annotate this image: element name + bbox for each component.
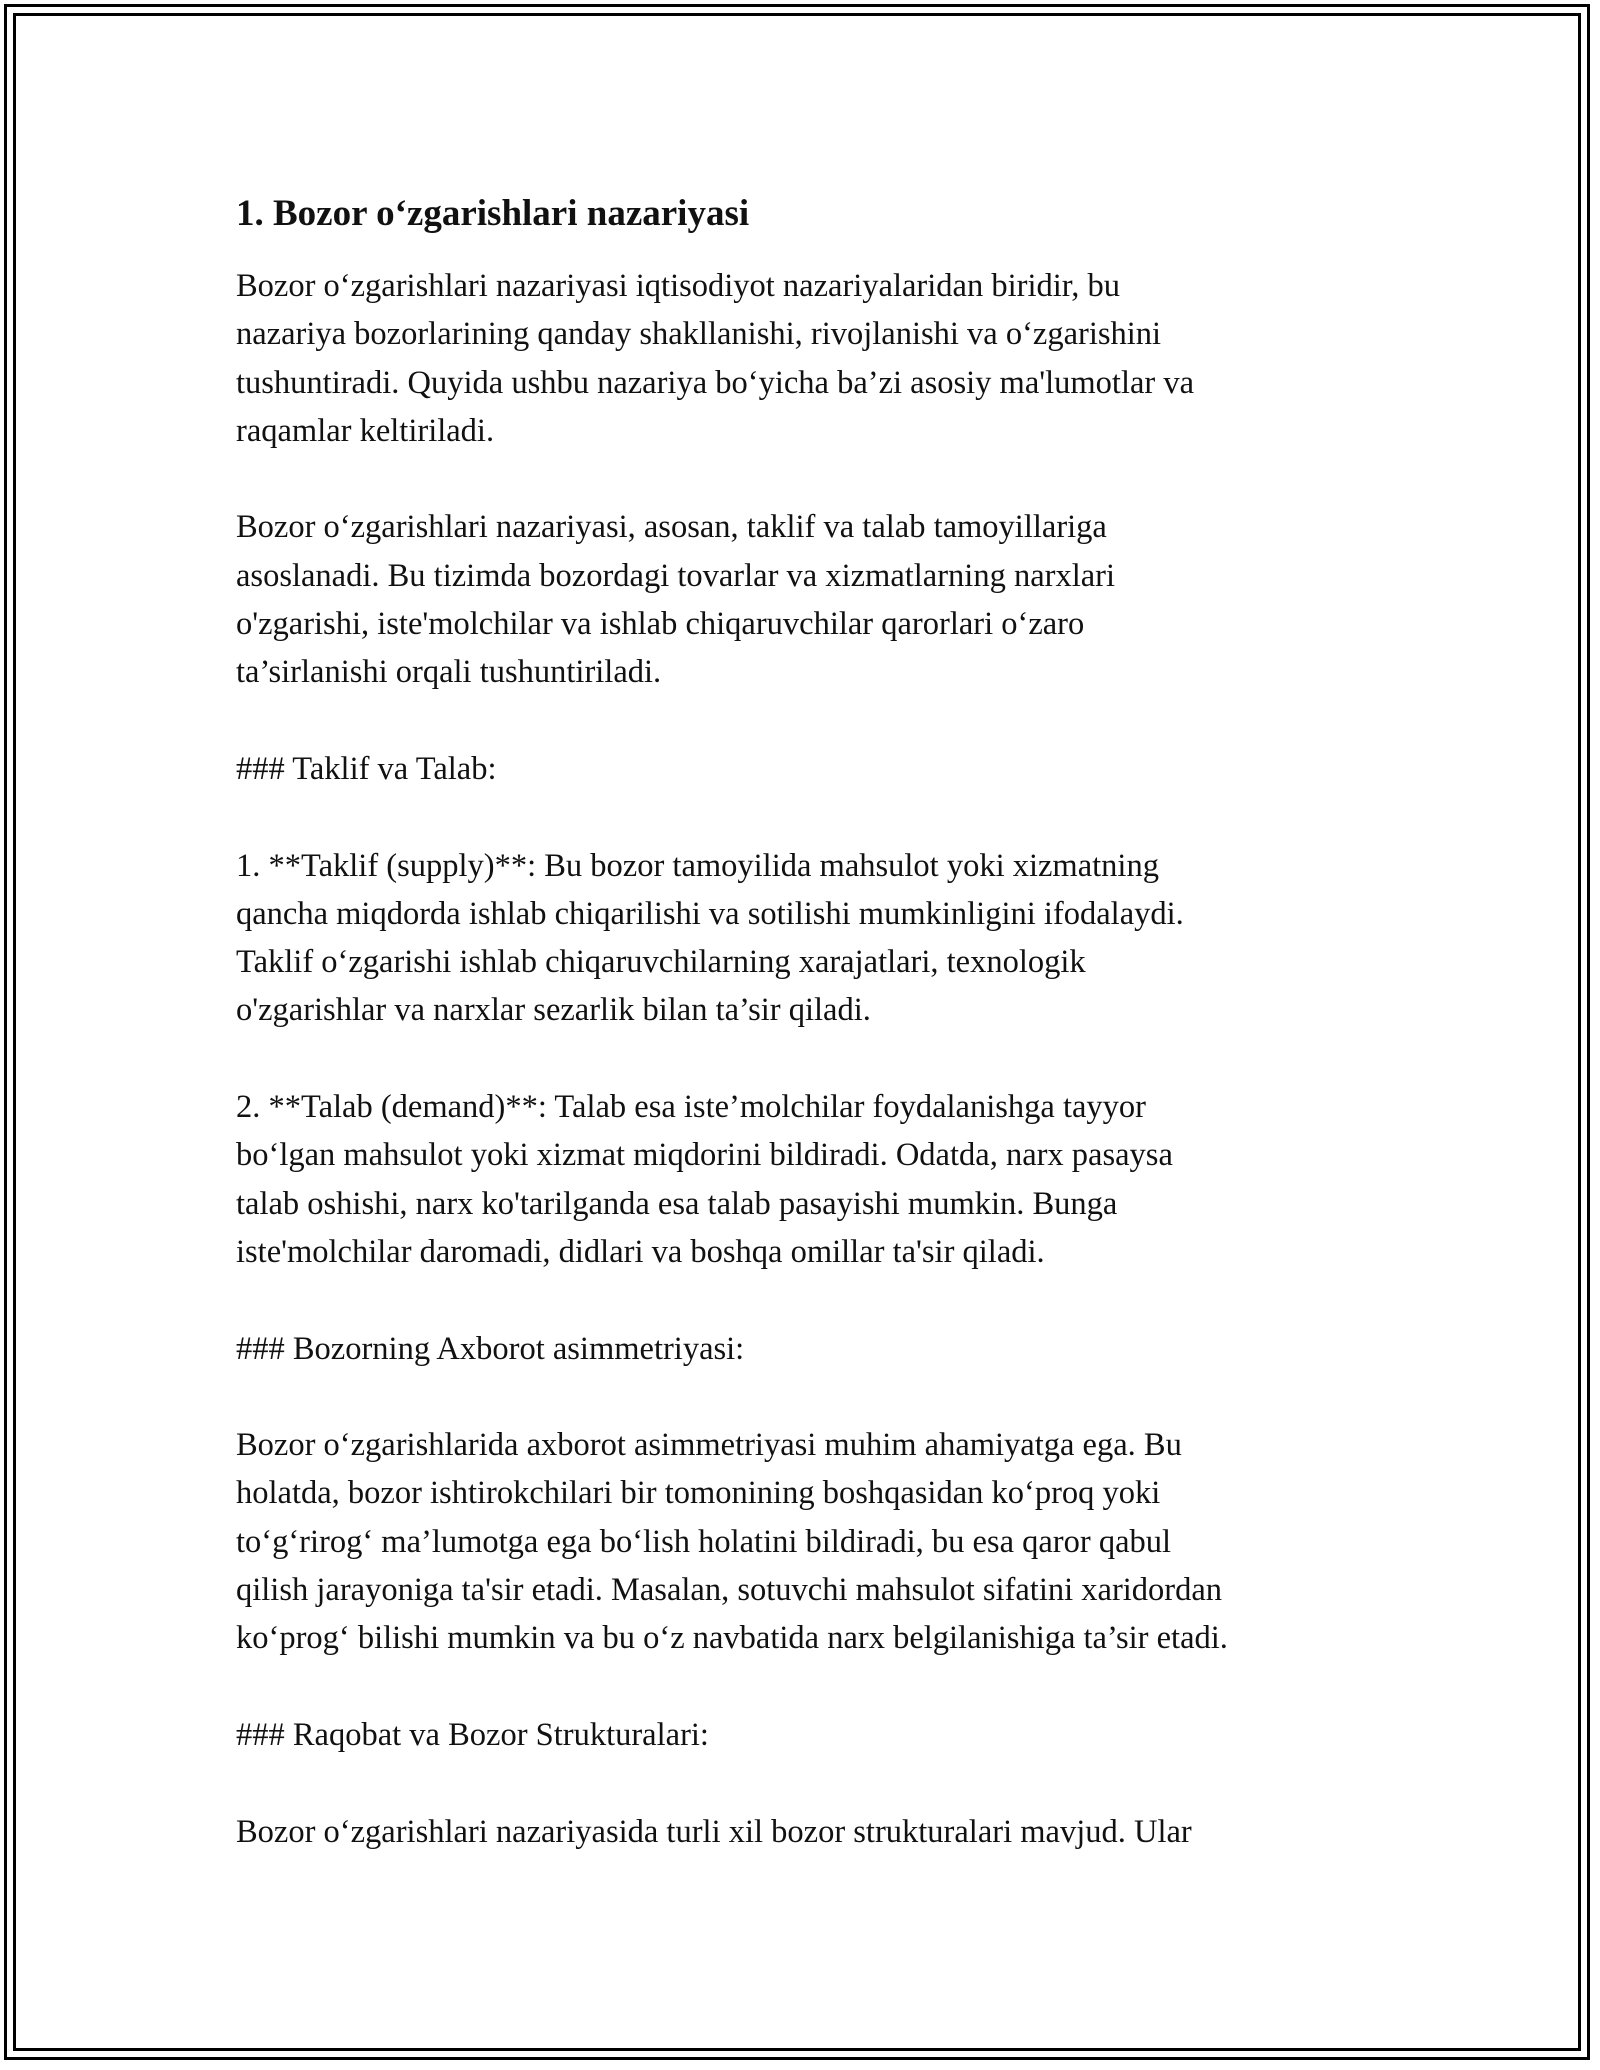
paragraph-spacer [236,1373,1386,1421]
paragraph-market-structures: Bozor o‘zgarishlari nazariyasida turli xil bozor strukturalari mavjud. Ular [236,1813,1192,1850]
paragraph-spacer [236,455,1386,503]
paragraph-spacer [236,1759,1386,1807]
paragraph-information-asymmetry: Bozor o‘zgarishlarida axborot asimmetriyasi muhim ahamiyatga ega. Bu holatda, bozor ishtirokchilari bir tomonining boshqasidan ko‘proq yoki to‘g‘rirog‘ ma’lumotga ega bo‘lish holatini bildiradi, bu esa qaror qabul qilish jarayoniga ta'sir etadi. Masalan, sotuvchi mahsulot sifatini xaridordan ko‘prog‘ bilishi mumkin va bu o‘z navbatida narx belgilanishiga ta’sir etadi. [236,1427,1228,1657]
paragraph-spacer [236,793,1386,841]
paragraph-demand: 2. **Talab (demand)**: Talab esa iste’molchilar foydalanishga tayyor bo‘lgan mahsulot yoki xizmat miqdorini bildiradi. Odatda, narx pasaysa talab oshishi, narx ko'tarilganda esa talab pasayishi mumkin. Bunga iste'molchilar daromadi, didlari va boshqa omillar ta'sir qiladi. [236,1089,1173,1270]
heading-competition-structures: ### Raqobat va Bozor Strukturalari: [236,1716,709,1753]
paragraph-spacer [236,1035,1386,1083]
heading-supply-demand: ### Taklif va Talab: [236,750,497,787]
paragraph-spacer [236,1663,1386,1711]
paragraph-spacer [236,1276,1386,1324]
paragraph-intro: Bozor o‘zgarishlari nazariyasi iqtisodiyot nazariyalaridan biridir, bu nazariya bozorlarining qanday shakllanishi, rivojlanishi va o‘zgarishini tushuntiradi. Quyida ushbu nazariya bo‘yicha ba’zi asosiy ma'lumotlar va raqamlar keltiriladi. [236,268,1195,449]
document-body [236,186,1386,1856]
heading-information-asymmetry: ### Bozorning Axborot asimmetriyasi: [236,1330,745,1367]
paragraph-supply: 1. **Taklif (supply)**: Bu bozor tamoyilida mahsulot yoki xizmatning qancha miqdorda ishlab chiqarilishi va sotilishi mumkinligini ifodalaydi. Taklif o‘zgarishi ishlab chiqaruvchilarning xarajatlari, texnologik o'zgarishlar va narxlar sezarlik bilan ta’sir qiladi. [236,847,1184,1029]
paragraph-spacer [236,697,1386,745]
paragraph-basis: Bozor o‘zgarishlari nazariyasi, asosan, taklif va talab tamoyillariga asoslanadi. Bu tizimda bozordagi tovarlar va xizmatlarning narxlari o'zgarishi, iste'molchilar va ishlab chiqaruvchilar qarorlari o‘zaro ta’sirlanishi orqali tushuntiriladi. [236,509,1116,691]
document-title: 1. Bozor o‘zgarishlari nazariyasi [236,193,750,234]
